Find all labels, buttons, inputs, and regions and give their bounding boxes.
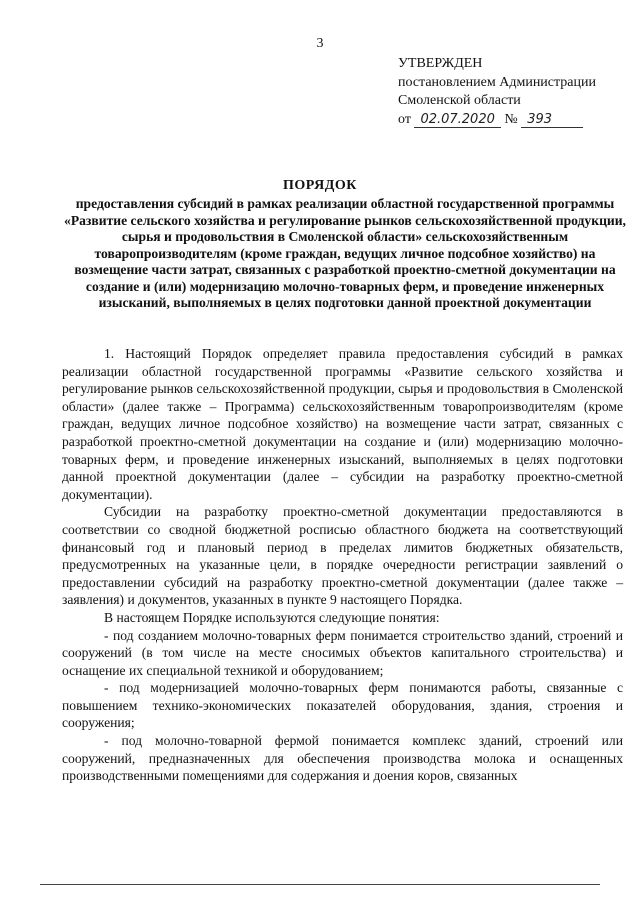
approval-line-2: Смоленской области [398,93,521,108]
paragraph-3: В настоящем Порядке используются следующие понятия: [104,609,440,625]
paragraph-6: - под молочно-товарной фермой понимается комплекс зданий, строений или сооружений, предназначенных для обеспечения производства молока и оснащенных производственными помещениями для содержания и доения коров, связанных [62,733,623,784]
paragraph-1: 1. Настоящий Порядок определяет правила предоставления субсидий в рамках реализации областной государственной программы «Развитие сельского хозяйства и регулирование рынков сельскохозяйственной продукции, сырья и продовольствия в Смоленской области» (далее также – Программа) сельскохозяйственным товаропроизводителям (кроме граждан, ведущих личное подсобное хозяйство) на возмещение части затрат, связанных с разработкой проектно-сметной документации на создание и (или) модернизацию молочно-товарных ферм, и проведение инженерных изысканий, выполняемых в целях подготовки данной проектной документации (далее – субсидии на разработку проектно-сметной документации). [62,346,623,502]
page-bottom-rule [40,884,600,885]
document-body [62,345,623,785]
handwritten-date: 02.07.2020 [414,112,500,128]
paragraph-2: Субсидии на разработку проектно-сметной документации предоставляются в соответствии со сводной бюджетной росписью областного бюджета на соответствующий финансовый год и плановый период в пределах лимитов бюджетных обязательств, предусмотренных на указанные цели, в порядке очередности регистрации заявлений о предоставлении субсидий на разработку проектно-сметной документации (далее также – заявления) и документов, указанных в пункте 9 настоящего Порядка. [62,504,623,608]
approval-heading: УТВЕРЖДЕН [398,56,483,71]
document-subtitle: предоставления субсидий в рамках реализации областной государственной программы «Развитие сельского хозяйства и регулирование рынков сельскохозяйственной продукции, сырья и продовольствия в Смоленской области» сельскохозяйственным товаропроизводителям (кроме граждан, ведущих личное подсобное хозяйство) на возмещение части затрат, связанных с разработкой проектно-сметной документации на создание и (или) модернизацию молочно-товарных ферм, и проведение инженерных изысканий, выполняемых в целях подготовки данной проектной документации [64,196,626,310]
paragraph-5: - под модернизацией молочно-товарных ферм понимаются работы, связанные с повышением технико-экономических показателей оборудования, здания, строения и сооружения; [62,680,623,731]
approval-date-line [398,111,628,130]
approval-block [398,55,628,129]
number-sign: № [504,111,518,127]
approval-line-1: постановлением Администрации [398,74,596,90]
page-number: 3 [316,36,324,51]
date-prefix: от [398,111,411,127]
paragraph-4: - под созданием молочно-товарных ферм понимается строительство зданий, строений и сооружений (в том числе на месте сносимых объектов капитального строительства) и оснащение их специальной техникой и оборудованием; [62,627,623,678]
document-title: ПОРЯДОК [283,178,357,193]
handwritten-number: 393 [521,112,583,128]
